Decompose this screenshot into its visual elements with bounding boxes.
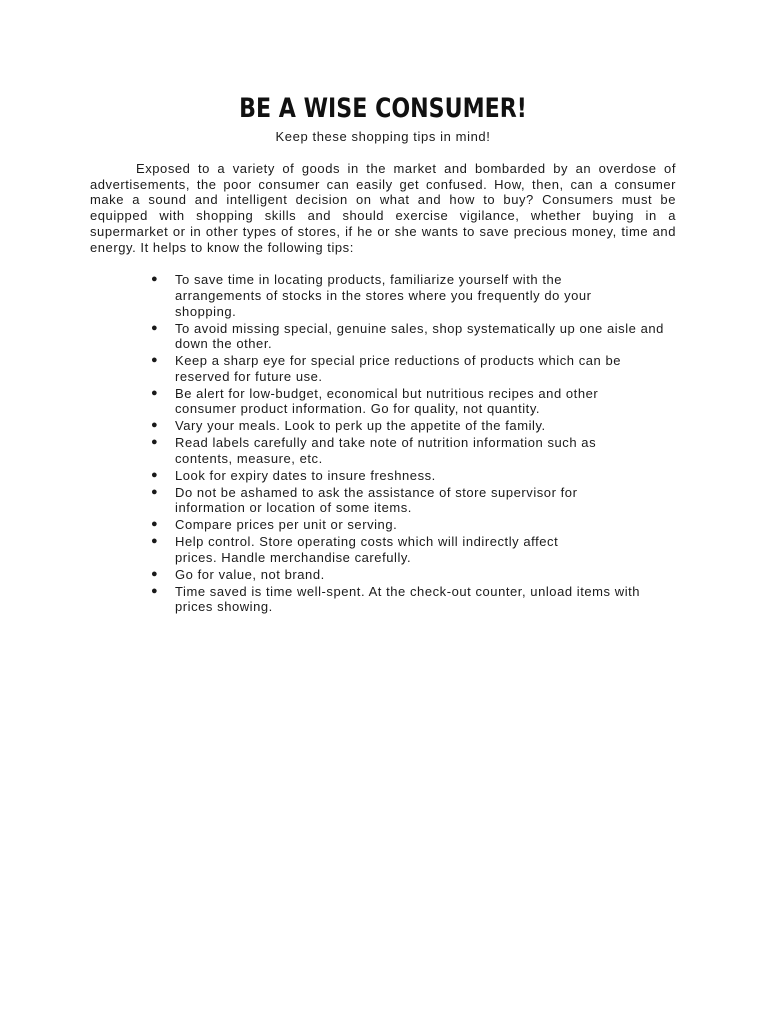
bullet-icon: ● [151, 535, 159, 548]
tip-text: Time saved is time well-spent. At the check-out counter, unload items with prices showing. [175, 583, 641, 615]
bullet-icon: ● [151, 273, 159, 286]
list-item [151, 418, 676, 434]
list-item [151, 320, 676, 352]
bullet-icon: ● [151, 354, 159, 367]
tips-list [90, 272, 676, 615]
tip-text: Be alert for low-budget, economical but nutritious recipes and other consumer product information. Go for quality, not quantity. [175, 385, 599, 417]
list-item [151, 353, 676, 384]
list-item [151, 517, 676, 533]
list-item [151, 566, 676, 583]
list-item [151, 385, 676, 417]
list-item [151, 435, 676, 466]
tip-text: Look for expiry dates to insure freshness. [175, 467, 436, 483]
document-subtitle: Keep these shopping tips in mind! [275, 129, 491, 144]
bullet-icon: ● [151, 386, 159, 399]
tip-text: Vary your meals. Look to perk up the appetite of the family. [175, 418, 546, 434]
tip-text: Compare prices per unit or serving. [175, 517, 398, 533]
tip-text: Keep a sharp eye for special price reductions of products which can be reserved for future use. [175, 353, 622, 384]
bullet-icon: ● [151, 419, 159, 432]
bullet-icon: ● [151, 436, 159, 449]
bullet-icon: ● [151, 321, 159, 334]
list-item [151, 534, 676, 565]
document-page [90, 92, 676, 616]
tip-text: To save time in locating products, familiarize yourself with the arrangements of stocks in the stores where you frequently do your shopping. [175, 272, 592, 319]
tip-text: To avoid missing special, genuine sales, shop systematically up one aisle and down the other. [175, 320, 664, 352]
list-item [151, 583, 676, 615]
bullet-icon: ● [151, 468, 159, 481]
tip-text: Help control. Store operating costs which will indirectly affect prices. Handle merchandise carefully. [175, 534, 559, 565]
list-item [151, 272, 676, 319]
tip-text: Go for value, not brand. [175, 566, 325, 582]
bullet-icon: ● [151, 518, 159, 531]
bullet-icon: ● [151, 485, 159, 498]
tip-text: Do not be ashamed to ask the assistance of store supervisor for information or location of some items. [175, 484, 578, 516]
list-item [151, 484, 676, 516]
document-title: BE A WISE CONSUMER! [239, 93, 527, 124]
bullet-icon: ● [151, 567, 159, 580]
bullet-icon: ● [151, 584, 159, 597]
intro-paragraph: Exposed to a variety of goods in the market and bombarded by an overdose of advertisements, the poor consumer can easily get confused. How, then, can a consumer make a sound and intelligent decision on what and how to buy? Consumers must be equipped with shopping skills and should exercise vigilance, whether buying in a supermarket or in other types of stores, if he or she wants to save precious money, time and energy. It helps to know the following tips: [90, 161, 676, 255]
list-item [151, 467, 676, 484]
tip-text: Read labels carefully and take note of nutrition information such as contents, measure, etc. [175, 435, 597, 466]
